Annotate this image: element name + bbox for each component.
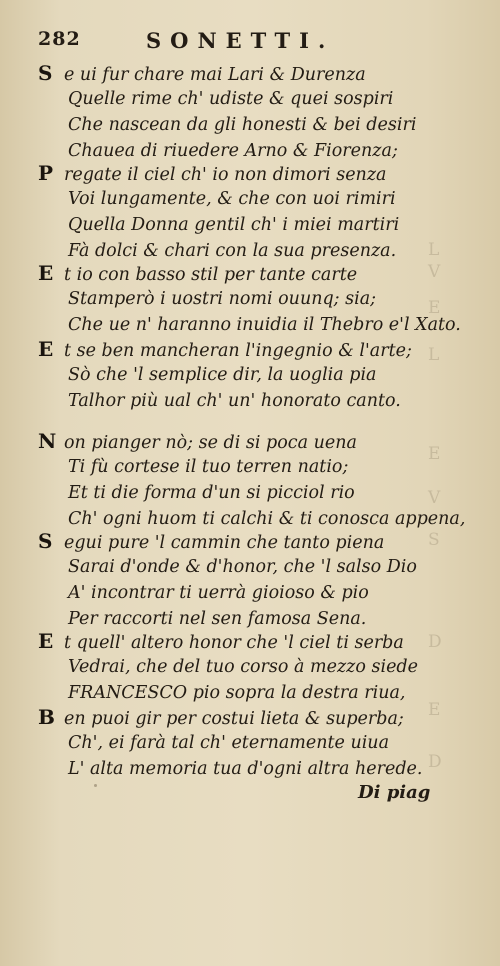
verse-line: A' incontrar ti uerrà gioioso & pio bbox=[68, 583, 369, 603]
page-number: 282 bbox=[38, 28, 81, 50]
catchword: Di piag bbox=[358, 782, 431, 803]
quatrain-4 bbox=[38, 528, 417, 632]
initial-letter: P bbox=[38, 161, 54, 185]
verse-line: Voi lungamente, & che con uoi rimiri bbox=[68, 189, 396, 209]
verse-line: Chauea di riuedere Arno & Fiorenza; bbox=[68, 141, 398, 161]
verse-line: Et ti die forma d'un si picciol rio bbox=[68, 483, 355, 503]
verse-line: Vedrai, che del tuo corso à mezzo siede bbox=[68, 657, 418, 677]
verse-line: Sò che 'l semplice dir, la uoglia pia bbox=[68, 365, 377, 385]
show-through-letter: E bbox=[428, 298, 441, 318]
verse-line: Fà dolci & chari con la sua presenza. bbox=[68, 241, 397, 261]
verse-line: E t se ben mancheran l'ingegnio & l'arte; bbox=[38, 337, 412, 361]
running-title: SONETTI. bbox=[146, 28, 335, 53]
verse-line: L' alta memoria tua d'ogni altra herede. bbox=[68, 759, 423, 779]
show-through-letter: V bbox=[428, 488, 441, 508]
verse-line: S e ui fur chare mai Lari & Durenza bbox=[38, 61, 366, 85]
show-through-letter: D bbox=[428, 632, 442, 652]
verse-line: Quelle rime ch' udiste & quei sospiri bbox=[68, 89, 394, 109]
initial-letter: N bbox=[38, 429, 57, 453]
verse-line: Stamperò i uostri nomi ouunq; sia; bbox=[68, 289, 377, 309]
verse-line: Ch', ei farà tal ch' eternamente uiua bbox=[68, 733, 390, 753]
initial-letter: S bbox=[38, 61, 53, 85]
verse-line: Ti fù cortese il tuo terren natio; bbox=[68, 457, 349, 477]
initial-letter: B bbox=[38, 705, 55, 729]
show-through-letter: S bbox=[428, 530, 440, 550]
initial-letter: E bbox=[38, 261, 54, 285]
show-through-letter: D bbox=[428, 752, 442, 772]
initial-letter: E bbox=[38, 337, 54, 361]
verse-line: E t io con basso stil per tante carte bbox=[38, 261, 358, 285]
show-through-letter: E bbox=[428, 444, 441, 464]
verse-line: Quella Donna gentil ch' i miei martiri bbox=[68, 215, 400, 235]
show-through-letter: L bbox=[428, 240, 440, 260]
tercet-4 bbox=[38, 704, 422, 782]
verse-line: Sarai d'onde & d'honor, che 'l salso Dio bbox=[68, 557, 417, 577]
ink-speck bbox=[94, 784, 97, 787]
verse-line: FRANCESCO pio sopra la destra riua, bbox=[68, 683, 406, 703]
verse-line: N on pianger nò; se di si poca uena bbox=[38, 429, 357, 453]
show-through-letter: V bbox=[428, 262, 441, 282]
verse-line: Che ue n' haranno inuidia il Thebro e'l Xato. bbox=[68, 315, 461, 335]
page-header bbox=[38, 28, 438, 54]
initial-letter: S bbox=[38, 529, 53, 553]
verse-line: P regate il ciel ch' io non dimori senza bbox=[38, 161, 387, 185]
verse-line: B en puoi gir per costui lieta & superba; bbox=[38, 705, 404, 729]
verse-line: Per raccorti nel sen famosa Sena. bbox=[68, 609, 367, 629]
initial-letter: E bbox=[38, 629, 54, 653]
quatrain-2 bbox=[38, 160, 399, 264]
tercet-1 bbox=[38, 260, 461, 338]
verse-line: S egui pure 'l cammin che tanto piena bbox=[38, 529, 385, 553]
quatrain-3 bbox=[38, 428, 465, 532]
show-through-letter: E bbox=[428, 700, 441, 720]
verse-line: Talhor più ual ch' un' honorato canto. bbox=[68, 391, 401, 411]
verse-line: E t quell' altero honor che 'l ciel ti serba bbox=[38, 629, 404, 653]
show-through-letter: L bbox=[428, 345, 440, 365]
tercet-3 bbox=[38, 628, 418, 706]
quatrain-1 bbox=[38, 60, 416, 164]
verse-line: Ch' ogni huom ti calchi & ti conosca appena, bbox=[68, 509, 466, 529]
tercet-2 bbox=[38, 336, 412, 414]
verse-line: Che nascean da gli honesti & bei desiri bbox=[68, 115, 417, 135]
